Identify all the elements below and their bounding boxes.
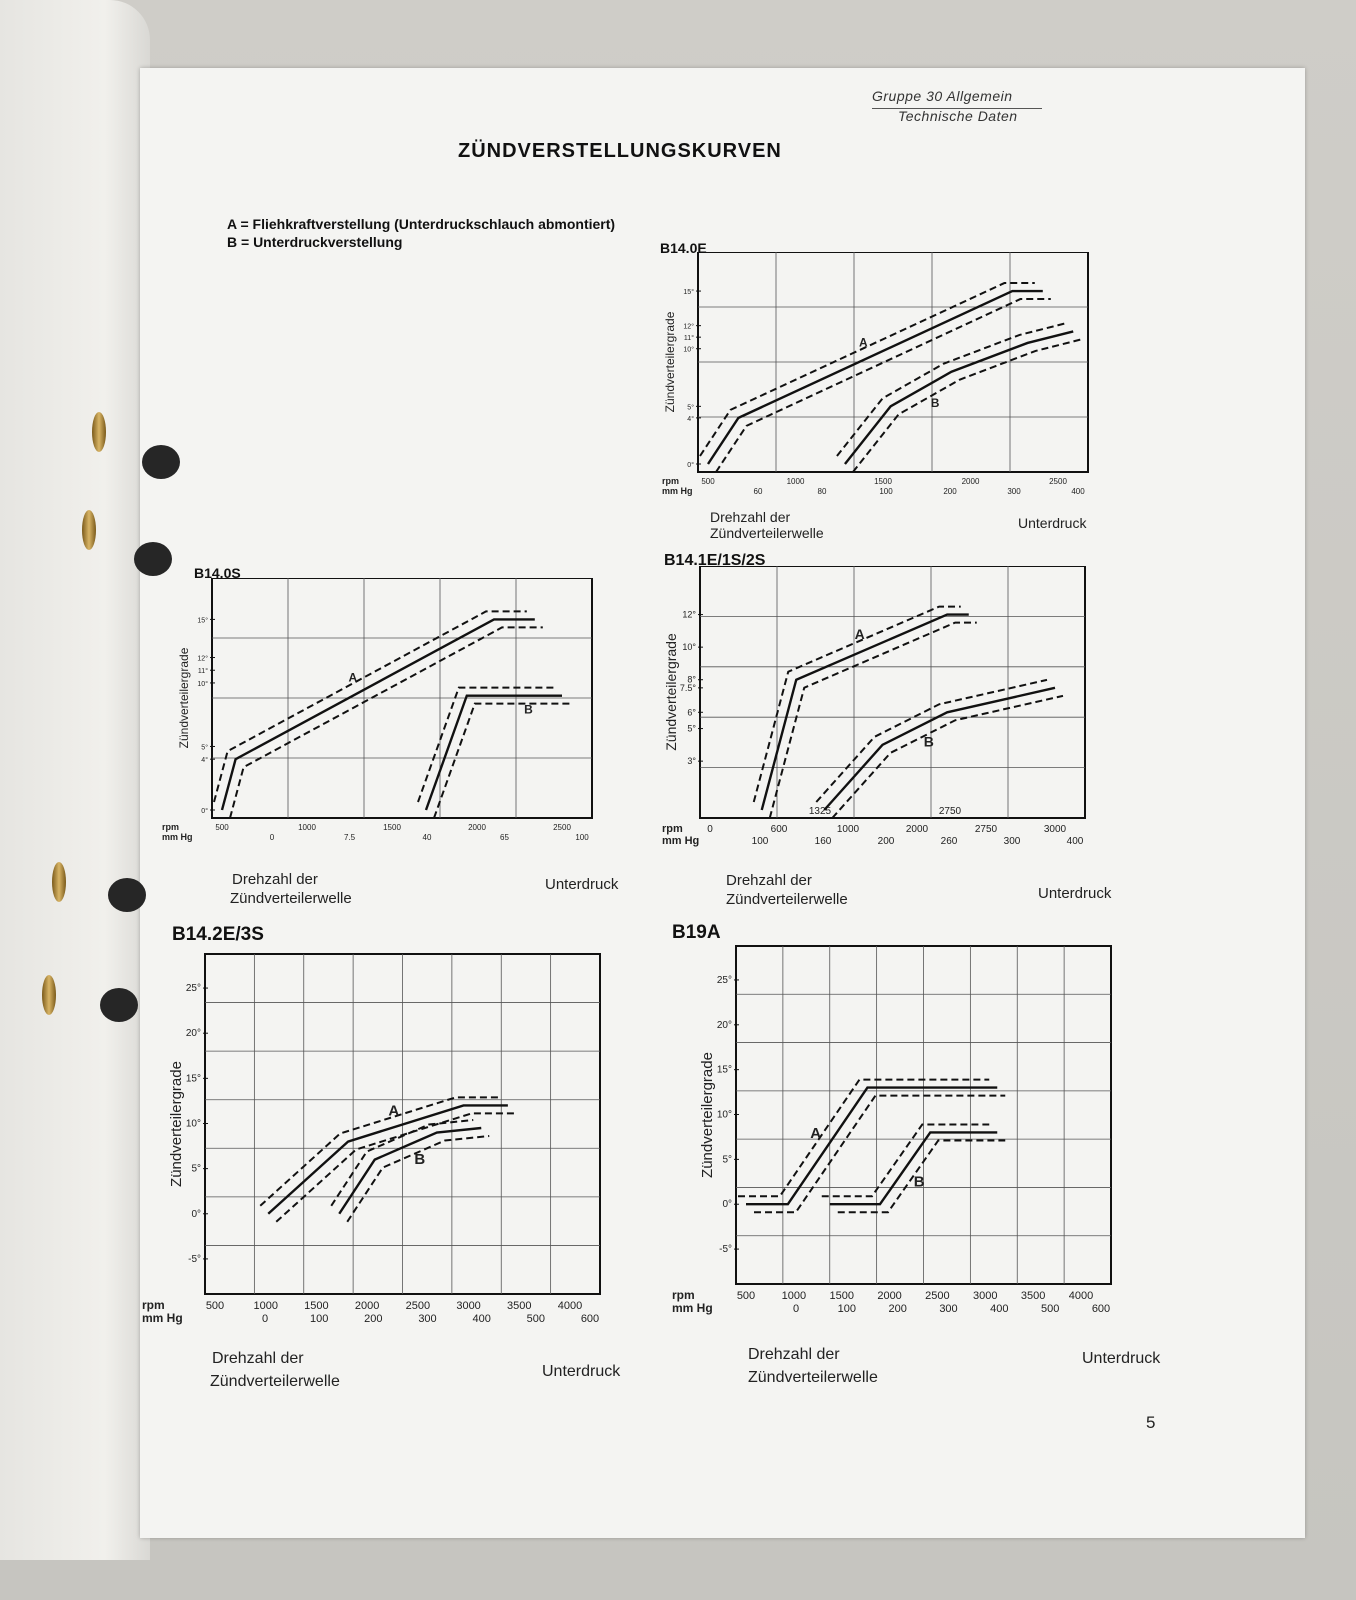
y-tick-label: 8° [687,674,696,685]
unit-rpm: rpm [672,1288,695,1302]
x-tick-label-mmhg: 100 [575,833,589,842]
series-B-lower-tolerance [832,696,1063,818]
x-tick-label-mmhg: 100 [309,1313,329,1325]
y-tick-label: 10° [683,346,694,354]
y-tick-label: 0° [722,1199,732,1211]
x-tick-label-rpm: 1000 [836,824,860,835]
y-tick-label: 12° [682,609,696,620]
x-tick-label-mmhg: 400 [1066,836,1084,847]
x-tick-label-rpm: 3000 [1043,824,1067,835]
series-label-B: B [923,733,934,750]
series-B-lower-tolerance [434,704,570,818]
xlabel-line1: Drehzahl der [726,872,812,889]
x-tick-label-mmhg: 100 [879,487,893,496]
binder-ring-icon [82,510,96,550]
series-label-B: B [930,396,940,411]
series-A-upper-tolerance [738,1080,989,1197]
binder-ring-icon [92,412,106,452]
x-tick-label-rpm: 1000 [781,1290,807,1302]
x-tick-label-mmhg: 60 [753,487,763,496]
xlabel-right: Unterdruck [1038,885,1112,902]
series-A-line [746,1088,997,1205]
annotation-label: 2750 [938,806,962,817]
series-A-lower-tolerance [716,299,1051,472]
y-tick-label: 12° [197,655,208,663]
annotation-label: 1325 [808,806,832,817]
y-tick-label: 20° [185,1028,201,1040]
x-tick-label-rpm: 2000 [877,1290,902,1302]
x-tick-label-mmhg: 300 [939,1303,958,1315]
y-tick-label: 10° [716,1109,732,1121]
x-tick-label-mmhg: 400 [990,1303,1009,1315]
x-tick-label-mmhg: 500 [1040,1303,1060,1315]
chart-title-b19a: B19A [672,922,721,943]
x-tick-label-rpm: 0 [707,824,713,835]
y-tick-label: 5° [201,744,208,752]
header-subtitle: Technische Daten [898,108,1018,124]
x-tick-label-rpm: 500 [215,823,229,832]
y-tick-label: 0° [687,462,694,469]
series-label-A: A [859,335,868,350]
chart-b19a [670,940,1170,1330]
x-tick-label-rpm: 500 [701,477,715,486]
x-tick-label-mmhg: 400 [1071,487,1085,496]
series-label-B: B [524,702,533,717]
chart-b14-2e [140,946,640,1336]
binder-ring-icon [42,975,56,1015]
x-tick-label-rpm: 2500 [553,823,571,832]
y-tick-label: 3° [687,756,696,767]
series-label-A: A [810,1124,822,1142]
plot-frame [700,566,1085,818]
x-tick-label-rpm: 3000 [973,1290,998,1302]
series-B-lower-tolerance [853,339,1081,472]
x-tick-label-rpm: 2000 [468,823,486,832]
x-tick-label-mmhg: 260 [940,836,958,847]
x-tick-label-rpm: 2000 [961,477,980,486]
xlabel-right: Unterdruck [1018,515,1087,531]
x-tick-label-mmhg: 200 [364,1313,383,1325]
y-tick-label: 5° [687,404,694,412]
x-tick-label-mmhg: 300 [1007,487,1021,496]
y-tick-label: 15° [197,617,208,625]
unit-mmhg: mm Hg [662,835,700,847]
x-tick-label-rpm: 4000 [557,1300,583,1312]
y-tick-label: 11° [197,668,208,676]
y-tick-label: 10° [197,680,208,688]
x-tick-label-mmhg: 160 [814,836,832,847]
binder-ring-icon [52,862,66,902]
series-label-B: B [913,1173,925,1191]
series-B-line [426,696,562,810]
x-tick-label-mmhg: 400 [472,1313,491,1325]
x-tick-label-rpm: 600 [770,824,788,835]
xlabel-line2: Zündverteilerwelle [726,891,848,908]
chart-title-b14-0e: B14.0E [660,240,707,256]
x-tick-label-mmhg: 200 [877,836,895,847]
y-tick-label: 15° [185,1073,201,1085]
x-tick-label-mmhg: 200 [888,1303,907,1315]
punch-hole-icon [134,542,172,576]
series-B-upper-tolerance [822,1124,990,1196]
unit-mmhg: mm Hg [672,1301,713,1315]
xlabel-line2: Zündverteilerwelle [230,890,352,907]
unit-mmhg: mm Hg [162,832,193,842]
unit-rpm: rpm [162,822,180,832]
x-tick-label-mmhg: 200 [943,487,957,496]
y-tick-label: 25° [716,974,732,986]
y-tick-label: 4° [687,415,694,423]
y-tick-label: 12° [683,323,694,331]
xlabel-line1: Drehzahl der [710,509,791,525]
legend-b: B = Unterdruckverstellung [227,234,403,250]
x-tick-label-rpm: 1500 [874,477,892,486]
unit-rpm: rpm [662,823,683,835]
y-tick-label: 4° [201,757,208,765]
punch-hole-icon [142,445,180,479]
x-tick-label-rpm: 1500 [383,823,401,832]
x-tick-label-mmhg: 600 [580,1313,600,1325]
x-tick-label-mmhg: 300 [418,1313,437,1325]
x-tick-label-rpm: 500 [205,1300,225,1312]
series-label-B: B [414,1151,426,1169]
x-tick-label-rpm: 2000 [905,824,929,835]
left-page-edge [0,0,150,1560]
series-label-A: A [388,1102,400,1120]
x-tick-label-rpm: 2750 [974,824,998,835]
xlabel-line2: Zündverteilerwelle [748,1369,878,1386]
y-tick-label: 5° [722,1154,732,1166]
x-tick-label-mmhg: 300 [1003,836,1021,847]
x-tick-label-mmhg: 0 [261,1313,269,1325]
x-tick-label-mmhg: 0 [269,833,275,842]
punch-hole-icon [108,878,146,912]
series-A-lower-tolerance [276,1113,516,1221]
x-tick-label-mmhg: 500 [526,1313,546,1325]
x-tick-label-rpm: 4000 [1068,1290,1094,1302]
y-tick-label: 10° [185,1118,201,1130]
xlabel-line2: Zündverteilerwelle [210,1373,340,1390]
x-tick-label-mmhg: 100 [837,1303,857,1315]
y-tick-label: 5° [191,1163,201,1175]
x-tick-label-rpm: 1000 [253,1300,278,1312]
x-tick-label-rpm: 1000 [298,823,316,832]
chart-b14-1e [660,566,1130,866]
x-tick-label-rpm: 3000 [456,1300,481,1312]
series-label-A: A [854,626,865,643]
y-tick-label: 0° [201,808,208,815]
xlabel-line2: Zündverteilerwelle [710,525,824,541]
series-B-upper-tolerance [418,688,554,802]
series-B-line [830,1132,998,1204]
header-group: Gruppe 30 Allgemein [872,88,1013,104]
chart-b14-0s [160,578,630,878]
y-tick-label: 15° [716,1064,732,1076]
x-tick-label-mmhg: 100 [751,836,769,847]
y-tick-label: 0° [191,1208,201,1220]
y-tick-label: 10° [682,642,696,653]
x-tick-label-rpm: 3500 [1020,1290,1046,1302]
xlabel-line1: Drehzahl der [232,871,318,888]
series-B-lower-tolerance [347,1136,489,1222]
xlabel-right: Unterdruck [542,1363,621,1380]
series-A-lower-tolerance [770,623,977,818]
x-tick-label-rpm: 2500 [1049,477,1067,486]
x-tick-label-rpm: 1500 [304,1300,329,1312]
x-tick-label-mmhg: 7.5 [343,833,356,842]
chart-title-b14-0s: B14.0S [194,565,241,581]
series-B-line [845,331,1073,464]
x-tick-label-mmhg: 65 [500,833,509,842]
y-tick-label: 7.5° [679,682,696,693]
x-tick-label-rpm: 1000 [786,477,805,486]
series-A-lower-tolerance [754,1096,1005,1213]
x-tick-label-rpm: 2000 [354,1300,380,1312]
chart-title-b14-1e: B14.1E/1S/2S [664,552,766,569]
y-axis-label: Zündverteilergrade [663,311,677,413]
x-tick-label-rpm: 2500 [405,1300,431,1312]
x-tick-label-mmhg: 0 [792,1303,800,1315]
page-title: ZÜNDVERSTELLUNGSKURVEN [458,140,782,162]
y-tick-label: -5° [188,1253,201,1265]
y-tick-label: -5° [719,1244,732,1256]
unit-mmhg: mm Hg [662,486,693,496]
unit-mmhg: mm Hg [142,1311,183,1325]
series-A-line [708,291,1043,464]
y-tick-label: 25° [185,983,201,995]
y-axis-label: Zündverteilergrade [663,633,679,751]
y-tick-label: 20° [716,1019,732,1031]
xlabel-line1: Drehzahl der [748,1346,840,1363]
y-tick-label: 5° [687,723,696,734]
chart-b14-0e [660,252,1100,542]
y-tick-label: 11° [683,335,694,343]
y-tick-label: 15° [683,289,694,297]
y-axis-label: Zündverteilergrade [699,1052,716,1178]
punch-hole-icon [100,988,138,1022]
x-tick-label-rpm: 2500 [925,1290,950,1302]
series-label-A: A [348,670,358,685]
y-axis-label: Zündverteilergrade [168,1061,185,1187]
series-A-lower-tolerance [230,627,543,818]
xlabel-right: Unterdruck [545,876,619,893]
unit-rpm: rpm [142,1298,165,1312]
x-tick-label-rpm: 1500 [829,1290,854,1302]
y-axis-label: Zündverteilergrade [177,647,191,749]
chart-title-b14-2e: B14.2E/3S [172,924,264,945]
x-tick-label-mmhg: 80 [817,487,827,496]
x-tick-label-mmhg: 600 [1091,1303,1111,1315]
x-tick-label-rpm: 3500 [507,1300,532,1312]
x-tick-label-mmhg: 40 [422,833,432,842]
legend-a: A = Fliehkraftverstellung (Unterdruckschlauch abmontiert) [227,216,616,232]
page-number: 5 [1146,1413,1156,1432]
y-tick-label: 6° [687,707,696,718]
series-A-line [222,619,535,810]
xlabel-right: Unterdruck [1082,1350,1161,1367]
unit-rpm: rpm [662,476,680,486]
x-tick-label-rpm: 500 [736,1290,756,1302]
xlabel-line1: Drehzahl der [212,1350,304,1367]
